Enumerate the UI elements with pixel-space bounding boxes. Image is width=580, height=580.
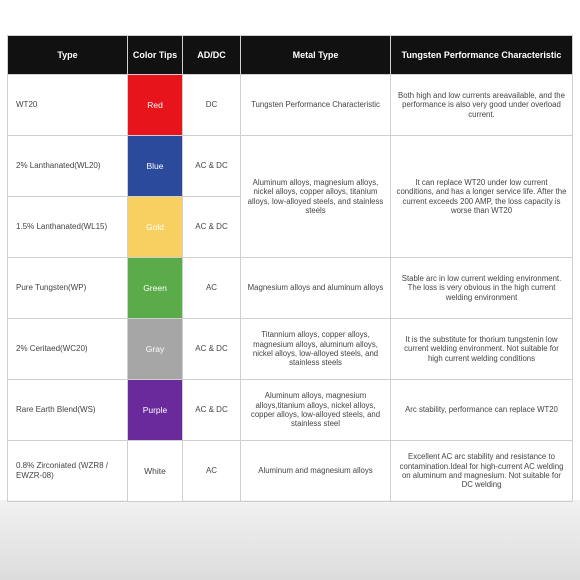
metal-type-cell: Aluminum alloys, magnesium alloys,titanium alloys, nickel alloys, copper alloys, low-alloyed steels, and stainless steel — [241, 380, 391, 441]
current-cell: DC — [183, 75, 241, 136]
current-cell: AC & DC — [183, 380, 241, 441]
performance-cell: It is the substitute for thorium tungstenin low current welding environment. Not suitable for high current welding conditions — [391, 319, 573, 380]
type-cell: 2% Lanthanated(WL20) — [8, 136, 128, 197]
header-metal-type: Metal Type — [241, 36, 391, 75]
performance-cell: Excellent AC arc stability and resistance to contamination.Ideal for high-current AC welding on aluminum and magnesium. Not suitable for DC welding — [391, 441, 573, 502]
type-cell: WT20 — [8, 75, 128, 136]
header-type: Type — [8, 36, 128, 75]
page-footer-band — [0, 500, 580, 580]
current-cell: AC & DC — [183, 197, 241, 258]
metal-type-cell: Magnesium alloys and aluminum alloys — [241, 258, 391, 319]
table-row — [8, 380, 573, 441]
metal-type-cell: Aluminum and magnesium alloys — [241, 441, 391, 502]
type-cell: Rare Earth Blend(WS) — [8, 380, 128, 441]
performance-cell: It can replace WT20 under low current conditions, and has a longer service life. After the current exceeds 200 AMP, the loss capacity is worse than WT20 — [391, 136, 573, 258]
table-row — [8, 441, 573, 502]
color-tip-swatch: Green — [128, 258, 183, 319]
type-cell: 2% Ceritaed(WC20) — [8, 319, 128, 380]
performance-cell: Arc stability, performance can replace WT20 — [391, 380, 573, 441]
table-row — [8, 319, 573, 380]
color-tip-swatch: Purple — [128, 380, 183, 441]
metal-type-cell: Titannium alloys, copper alloys, magnesium alloys, aluminum alloys, nickel alloys, low-alloyed steels, and stainless steels — [241, 319, 391, 380]
color-tip-swatch: Gold — [128, 197, 183, 258]
current-cell: AC — [183, 258, 241, 319]
tungsten-electrode-table — [7, 35, 573, 502]
header-performance: Tungsten Performance Characteristic — [391, 36, 573, 75]
type-cell: 0.8% Zirconiated (WZR8 / EWZR-08) — [8, 441, 128, 502]
color-tip-swatch: White — [128, 441, 183, 502]
current-cell: AC & DC — [183, 136, 241, 197]
table-row — [8, 258, 573, 319]
current-cell: AC & DC — [183, 319, 241, 380]
color-tip-swatch: Gray — [128, 319, 183, 380]
type-cell: Pure Tungsten(WP) — [8, 258, 128, 319]
table-row — [8, 136, 573, 197]
color-tip-swatch: Blue — [128, 136, 183, 197]
type-cell: 1.5% Lanthanated(WL15) — [8, 197, 128, 258]
performance-cell: Stable arc in low current welding environment. The loss is very obvious in the high current welding environment — [391, 258, 573, 319]
table-row — [8, 75, 573, 136]
metal-type-cell: Tungsten Performance Characteristic — [241, 75, 391, 136]
header-color-tips: Color Tips — [128, 36, 183, 75]
table-header-row — [8, 36, 573, 75]
color-tip-swatch: Red — [128, 75, 183, 136]
metal-type-cell: Aluminum alloys, magnesium alloys, nickel alloys, copper alloys, titanium alloys, low-alloyed steels, and stainless steels — [241, 136, 391, 258]
current-cell: AC — [183, 441, 241, 502]
performance-cell: Both high and low currents areavailable, and the performance is also very good under overload current. — [391, 75, 573, 136]
header-ac-dc: AD/DC — [183, 36, 241, 75]
